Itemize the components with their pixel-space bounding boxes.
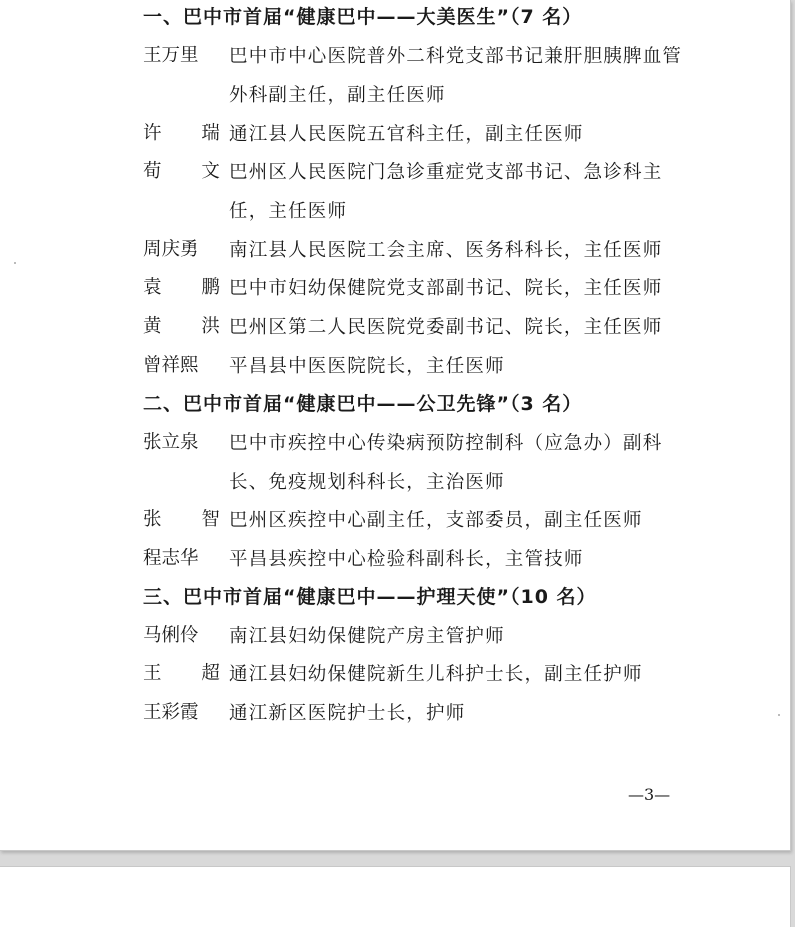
person-name: 曾祥熙 (143, 355, 199, 376)
person-description: 平昌县疾控中心检验科副科长，主管技师 (229, 549, 584, 570)
person-description: 巴中市妇幼保健院党支部副书记、院长，主任医师 (229, 278, 663, 299)
person-description: 巴州区疾控中心副主任，支部委员，副主任医师 (229, 510, 643, 531)
person-name: 王彩霞 (143, 702, 199, 723)
person-name: 袁 鹏 (143, 277, 237, 298)
person-name: 周庆勇 (143, 239, 199, 260)
person-name: 荀 文 (143, 161, 237, 182)
person-description: 通江新区医院护士长，护师 (229, 703, 466, 724)
person-description: 巴州区人民医院门急诊重症党支部书记、急诊科主任，主任医师 (229, 162, 663, 222)
person-description: 通江县妇幼保健院新生儿科护士长，副主任护师 (229, 664, 643, 685)
next-page-edge (0, 866, 791, 927)
section-heading: 二、巴中市首届“健康巴中——公卫先锋”（3 名） (143, 393, 583, 415)
person-description: 巴州区第二人民医院党委副书记、院长，主任医师 (229, 317, 663, 338)
person-name: 许 瑞 (143, 123, 237, 144)
person-description: 通江县人民医院五官科主任，副主任医师 (229, 124, 584, 145)
scan-speck (14, 262, 16, 264)
person-name: 张立泉 (143, 432, 199, 453)
section-heading: 一、巴中市首届“健康巴中——大美医生”（7 名） (143, 6, 583, 28)
person-name: 王万里 (143, 45, 199, 66)
person-name: 马俐伶 (143, 625, 199, 646)
scan-speck (778, 714, 780, 716)
person-description: 南江县妇幼保健院产房主管护师 (229, 626, 505, 647)
person-description: 巴中市中心医院普外二科党支部书记兼肝胆胰脾血管外科副主任，副主任医师 (229, 46, 683, 106)
person-name: 黄 洪 (143, 316, 237, 337)
person-name: 张 智 (143, 509, 237, 530)
person-description: 南江县人民医院工会主席、医务科科长，主任医师 (229, 240, 663, 261)
person-name: 王 超 (143, 663, 237, 684)
person-description: 平昌县中医医院院长，主任医师 (229, 356, 505, 377)
page-number: —3— (628, 785, 671, 804)
person-description: 巴中市疾控中心传染病预防控制科（应急办）副科长、免疫规划科科长，主治医师 (229, 433, 663, 493)
person-name: 程志华 (143, 548, 199, 569)
section-heading: 三、巴中市首届“健康巴中——护理天使”（10 名） (143, 586, 597, 608)
